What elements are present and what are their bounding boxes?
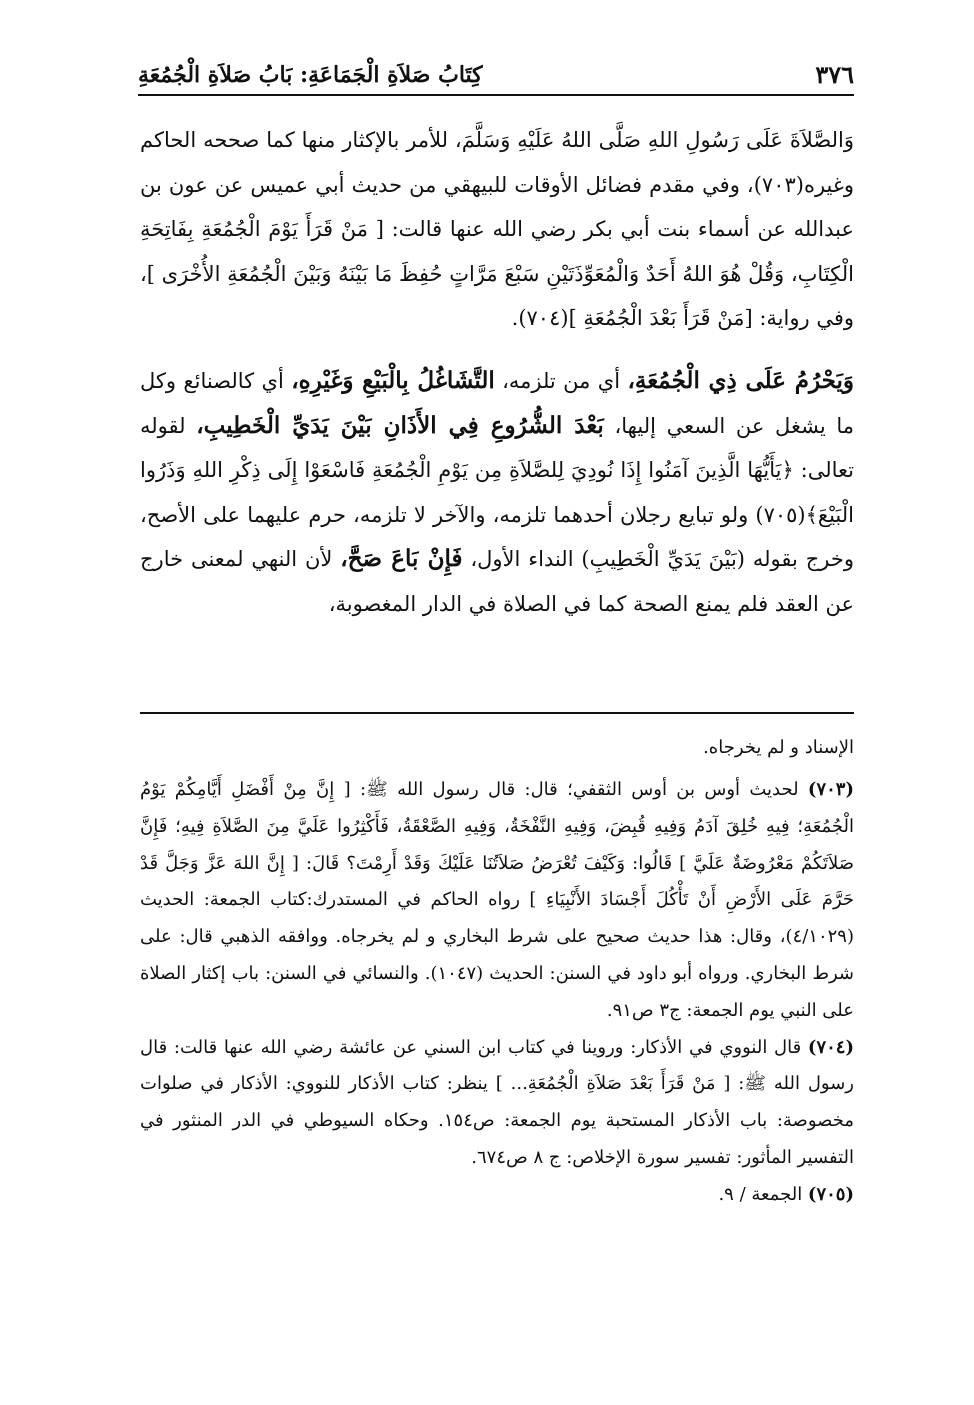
running-title: كِتَابُ صَلاَةِ الْجَمَاعَةِ: بَابُ صَلاَةِ الْجُمُعَةِ xyxy=(138,62,483,88)
footnote-divider xyxy=(140,712,854,714)
main-text xyxy=(140,118,854,627)
matn-phrase-4: فَإِنْ بَاعَ صَحَّ، xyxy=(340,545,463,573)
page-header xyxy=(138,58,854,96)
page-number: ٣٧٦ xyxy=(815,60,854,89)
footnote-704-text: قال النووي في الأذكار: وروينا في كتاب ابن السني عن عائشة رضي الله عنها قالت: قال رسول الله ﷺ: [ مَنْ قَرَأَ بَعْدَ صَلاَةِ الْجُمُعَةِ... ] ينظر: كتاب الأذكار للنووي: الأذكار في صلوات مخصوصة: باب الأذكار المستحبة يوم الجمعة: ص١٥٤. وحكاه السيوطي في الدر المنثور في التفسير المأثور: تفسير سورة الإخلاص: ج ٨ ص٦٧٤. xyxy=(140,1036,855,1168)
sharh-text-1: أي من تلزمه، xyxy=(494,368,628,393)
sharh-text-2: أي كالصنائع وكل ما يشغل عن السعي إليها، xyxy=(140,368,854,438)
paragraph-2 xyxy=(140,359,854,627)
footnote-705-number: (٧٠٥) xyxy=(807,1183,854,1205)
sharh-text-3: لقوله تعالى: ﴿يَأَيُّهَا الَّذِينَ آمَنُوا إِذَا نُودِيَ لِلصَّلاَةِ مِن يَوْمِ الْجُمُعَةِ فَاسْعَوْا إِلَى ذِكْرِ اللهِ وَذَرُوا الْبَيْعَ﴾(٧٠٥) ولو تبايع رجلان أحدهما تلزمه، والآخر لا تلزمه، حرم عليهما على الأصح، وخرج بقوله (بَيْنَ يَدَيِّ الْخَطِيبِ) النداء الأول، xyxy=(140,413,854,572)
footnote-703-number: (٧٠٣) xyxy=(807,779,854,800)
footnote-705 xyxy=(140,1177,854,1214)
footnote-703 xyxy=(140,772,854,1030)
footnote-704 xyxy=(140,1030,854,1177)
footnote-continuation: الإسناد و لم يخرجاه. xyxy=(703,737,854,758)
paragraph-1: وَالصَّلاَةَ عَلَى رَسُولِ اللهِ صَلَّى اللهُ عَلَيْهِ وَسَلَّمَ، للأمر بالإكثار منها كما صححه الحاكم وغيره(٧٠٣)، وفي مقدم فضائل الأوقات للبيهقي من حديث أبي عميس عن عون بن عبدالله عن أسماء بنت أبي بكر رضي الله عنها قالت: [ مَنْ قَرَأَ يَوْمَ الْجُمُعَةِ بِفَاتِحَةِ الْكِتَابِ، وَقُلْ هُوَ اللهُ أَحَدٌ وَالْمُعَوِّذَتَيْنِ سَبْعَ مَرَّاتٍ حُفِظَ مَا بَيْنَهُ وَبَيْنَ الْجُمُعَةِ الأُخْرَى ]، وفي رواية: [مَنْ قَرَأَ بَعْدَ الْجُمُعَةِ ](٧٠٤). xyxy=(140,128,854,331)
footnote-705-text: الجمعة / ٩. xyxy=(718,1183,808,1205)
footnote-704-number: (٧٠٤) xyxy=(807,1036,854,1058)
sharh-text-4: لأن النهي لمعنى خارج عن العقد فلم يمنع الصحة كما في الصلاة في الدار المغصوبة، xyxy=(140,547,854,616)
matn-phrase-2: التَّشَاغُلُ بِالْبَيْعِ وَغَيْرِهِ، xyxy=(291,366,495,394)
matn-phrase-3: بَعْدَ الشُّرُوعِ فِي الأَذَانِ بَيْنَ يَدَيِّ الْخَطِيبِ، xyxy=(196,411,604,439)
footnote-703-text: لحديث أوس بن أوس الثقفي؛ قال: قال رسول الله ﷺ: [ إِنَّ مِنْ أَفْضَلِ أَيَّامِكُمْ يَوْمُ الْجُمُعَةِ؛ فِيهِ خُلِقَ آدَمُ وَفِيهِ قُبِضَ، وَفِيهِ النَّفْخَةُ، وَفِيهِ الصَّعْقَةُ، فَأَكْثِرُوا عَلَيَّ مِنَ الصَّلاَةِ فِيهِ؛ فَإِنَّ صَلاَتَكُمْ مَعْرُوضَةٌ عَلَيَّ ] قَالُوا: وَكَيْفَ تُعْرَضُ صَلاَتُنَا عَلَيْكَ وَقَدْ أَرِمْتَ؟ قَالَ: [ إِنَّ اللهَ عَزَّ وَجَلَّ قَدْ حَرَّمَ عَلَى الأَرْضِ أَنْ تَأْكُلَ أَجْسَادَ الأَنْبِيَاءِ ] رواه الحاكم في المستدرك:كتاب الجمعة: الحديث (٤/١٠٢٩)، وقال: هذا حديث صحيح على شرط البخاري و لم يخرجاه. ووافقه الذهبي قال: على شرط البخاري. ورواه أبو داود في السنن: الحديث (١٠٤٧). والنسائي في السنن: باب إكثار الصلاة على النبي يوم الجمعة: ج٣ ص٩١. xyxy=(140,779,854,1021)
footnotes xyxy=(140,730,854,1214)
matn-phrase-1: وَيَحْرُمُ عَلَى ذِي الْجُمُعَةِ، xyxy=(627,366,854,394)
